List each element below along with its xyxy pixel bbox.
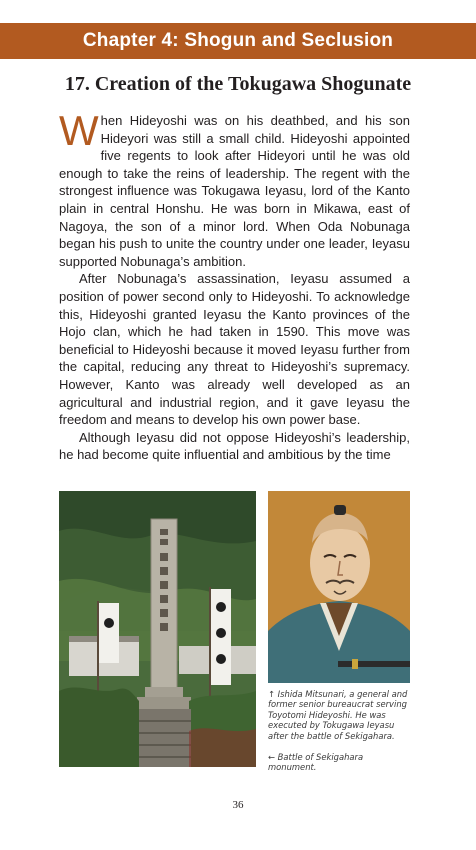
paragraph-1-text: hen Hideyoshi was on his deathbed, and his son Hideyori was still a small child. Hideyoshi appointed five regents to look after Hideyori until he was old enough to take the reins of leadership. The regent with the strongest influence was Tokugawa Ieyasu, lord of the Kanto plain in central Honshu. He was born in Mikawa, east of Nagoya, the son of a minor lord. When Oda Nobunaga began his push to unite the country under one leader, Ieyasu supported Nobunaga’s ambition. [59, 113, 410, 269]
paragraph-1 [59, 107, 410, 270]
section-title: 17. Creation of the Tokugawa Shogunate [64, 73, 412, 95]
chapter-heading: Chapter 4: Shogun and Seclusion [82, 30, 394, 51]
paragraph-2: After Nobunaga’s assassination, Ieyasu assumed a position of power second only to Hideyoshi. To acknowledge this, Hideyoshi granted Ieyasu the Kanto provinces of the Hojo clan, which he had taken in 1590. This move was beneficial to Hideyoshi because it moved Ieyasu further from the capital, reducing any threat to Hideyoshi’s supremacy. However, Kanto was already well developed as an agricultural and industrial region, and it gave Ieyasu the freedom and means to develop his own power base. [59, 271, 410, 428]
monument-illustration [59, 491, 256, 767]
body-text [59, 107, 410, 464]
chapter-heading-bar [0, 23, 476, 59]
portrait-illustration [268, 491, 410, 683]
ishida-mitsunari-portrait [268, 491, 410, 683]
page-number: 36 [232, 799, 244, 811]
portrait-caption: ↑ Ishida Mitsunari, a general and former senior bureaucrat serving Toyotomi Hideyoshi. He was executed by Tokugawa Ieyasu after the battle of Sekigahara. [268, 689, 408, 741]
monument-caption: ← Battle of Sekigahara monument. [268, 752, 364, 773]
drop-cap: W [59, 107, 99, 154]
paragraph-3: Although Ieyasu did not oppose Hideyoshi’s leadership, he had become quite influential and ambitious by the time [59, 429, 410, 463]
sekigahara-monument-photo [59, 491, 256, 767]
